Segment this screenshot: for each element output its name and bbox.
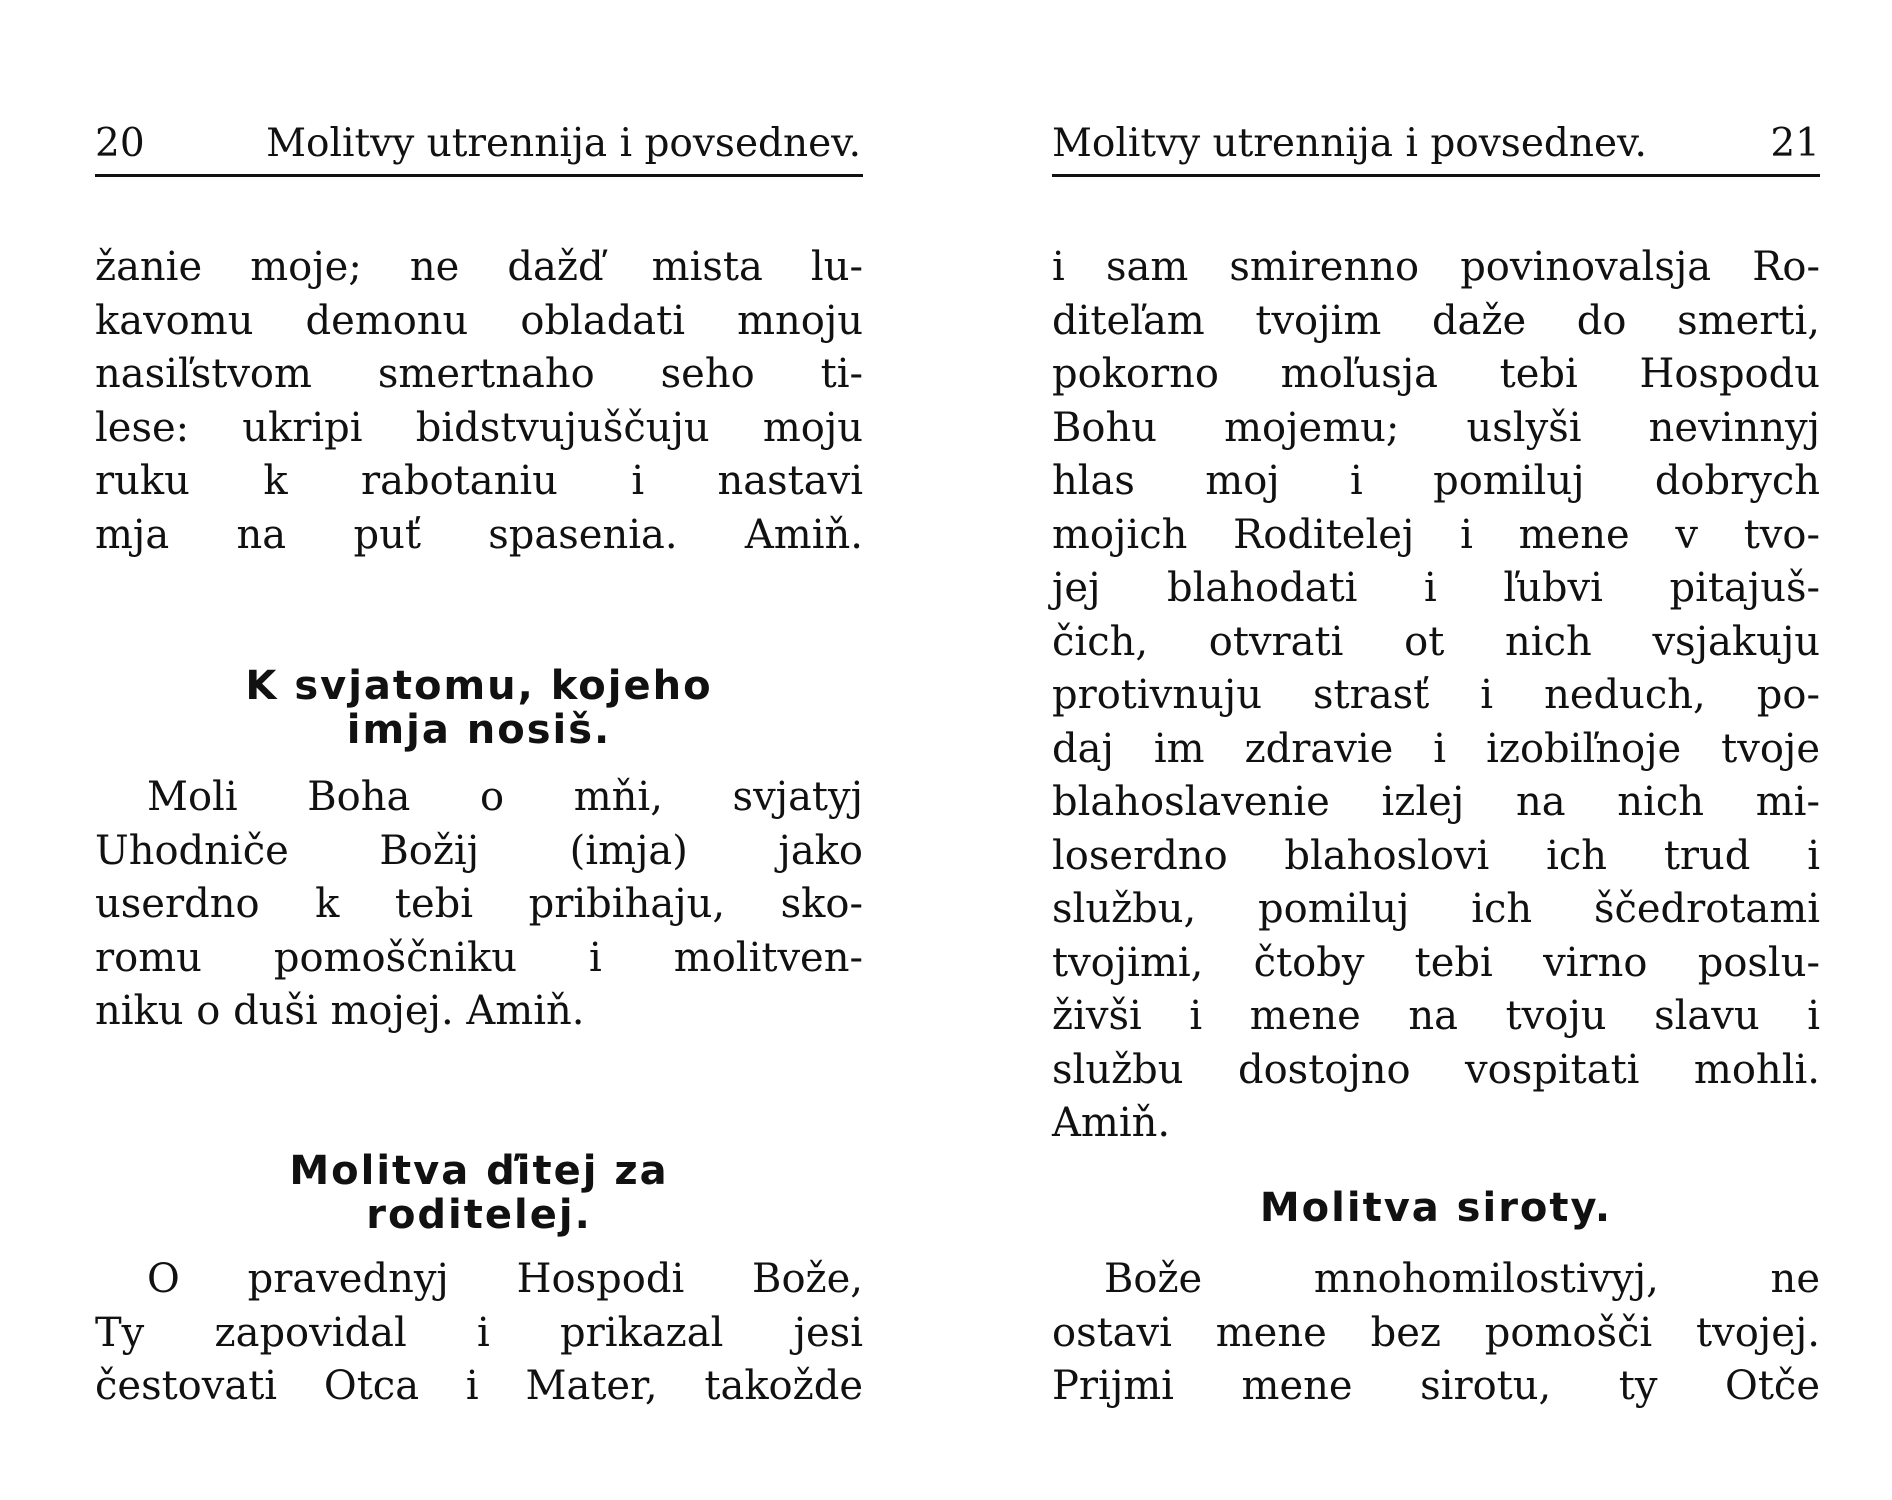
text-line: Ty zapovidal i prikazal jesi [95, 1309, 863, 1356]
text-line: userdno k tebi pribihaju, sko- [95, 881, 863, 927]
text-line: Amiň. [1052, 1100, 1171, 1146]
section-heading [1052, 1186, 1820, 1230]
text-line: čestovati Otca i Mater, takožde [95, 1363, 863, 1409]
text-line: službu dostojno vospitati mohli. [1052, 1046, 1820, 1093]
section-heading [95, 664, 863, 752]
text-line: i sam smirenno povinovalsja Ro- [1052, 244, 1820, 290]
text-line: Prijmi mene sirotu, ty Otče [1052, 1363, 1820, 1409]
text-line: protivnuju strasť i neduch, po- [1052, 672, 1820, 718]
page-number: 20 [95, 121, 145, 166]
section-heading [95, 1149, 863, 1237]
text-line: niku o duši mojej. Amiň. [95, 988, 585, 1034]
paragraph [95, 1253, 863, 1414]
text-line: ostavi mene bez pomošči tvojej. [1052, 1309, 1820, 1356]
text-line: lese: ukripi bidstvujuščuju moju [95, 404, 863, 451]
heading-line: Molitva siroty. [1259, 1185, 1613, 1231]
text-line: mja na puť spasenia. Amiň. [95, 511, 863, 558]
running-title: Molitvy utrennija i povsednev. [1052, 121, 1647, 166]
paragraph [1052, 1253, 1820, 1414]
right-page [1052, 0, 1820, 1500]
text-line: Moli Boha o mňi, svjatyj [147, 774, 863, 820]
running-head [1052, 118, 1820, 177]
text-line: tvojimi, čtoby tebi virno poslu- [1052, 939, 1820, 986]
paragraph [1052, 241, 1820, 1151]
page-number: 21 [1770, 121, 1820, 166]
text-line: žanie moje; ne dažď mista lu- [95, 244, 863, 290]
text-line: blahoslavenie izlej na nich mi- [1052, 779, 1820, 825]
heading-line: roditelej. [366, 1192, 592, 1238]
text-line: kavomu demonu obladati mnoju [95, 297, 863, 344]
heading-line: Molitva ďitej za [289, 1148, 669, 1194]
paragraph [95, 241, 863, 562]
text-line: čich, otvrati ot nich vsjakuju [1052, 618, 1820, 665]
text-line: daj im zdravie i izobiľnoje tvoje [1052, 725, 1820, 772]
heading-line: imja nosiš. [346, 707, 612, 753]
running-title: Molitvy utrennija i povsednev. [266, 121, 861, 166]
text-line: hlas moj i pomiluj dobrych [1052, 458, 1820, 504]
text-line: službu, pomiluj ich ščedrotami [1052, 886, 1820, 932]
text-line: živši i mene na tvoju slavu i [1052, 993, 1820, 1039]
text-line: diteľam tvojim daže do smerti, [1052, 297, 1820, 344]
left-page [95, 0, 863, 1500]
text-line: nasiľstvom smertnaho seho ti- [95, 351, 863, 397]
text-line: romu pomoščniku i molitven- [95, 934, 863, 981]
paragraph [95, 771, 863, 1039]
text-line: loserdno blahoslovi ich trud i [1052, 832, 1820, 879]
text-line: mojich Roditelej i mene v tvo- [1052, 511, 1820, 558]
text-line: Bože mnohomilostivyj, ne [1104, 1256, 1820, 1302]
text-line: jej blahodati i ľubvi pitajuš- [1052, 565, 1820, 611]
running-head [95, 118, 863, 177]
text-line: Uhodniče Božij (imja) jako [95, 827, 863, 874]
text-line: pokorno moľusja tebi Hospodu [1052, 351, 1820, 397]
text-line: ruku k rabotaniu i nastavi [95, 458, 863, 504]
heading-line: K svjatomu, kojeho [245, 663, 713, 709]
text-line: O pravednyj Hospodi Bože, [147, 1256, 863, 1302]
text-line: Bohu mojemu; uslyši nevinnyj [1052, 404, 1820, 451]
